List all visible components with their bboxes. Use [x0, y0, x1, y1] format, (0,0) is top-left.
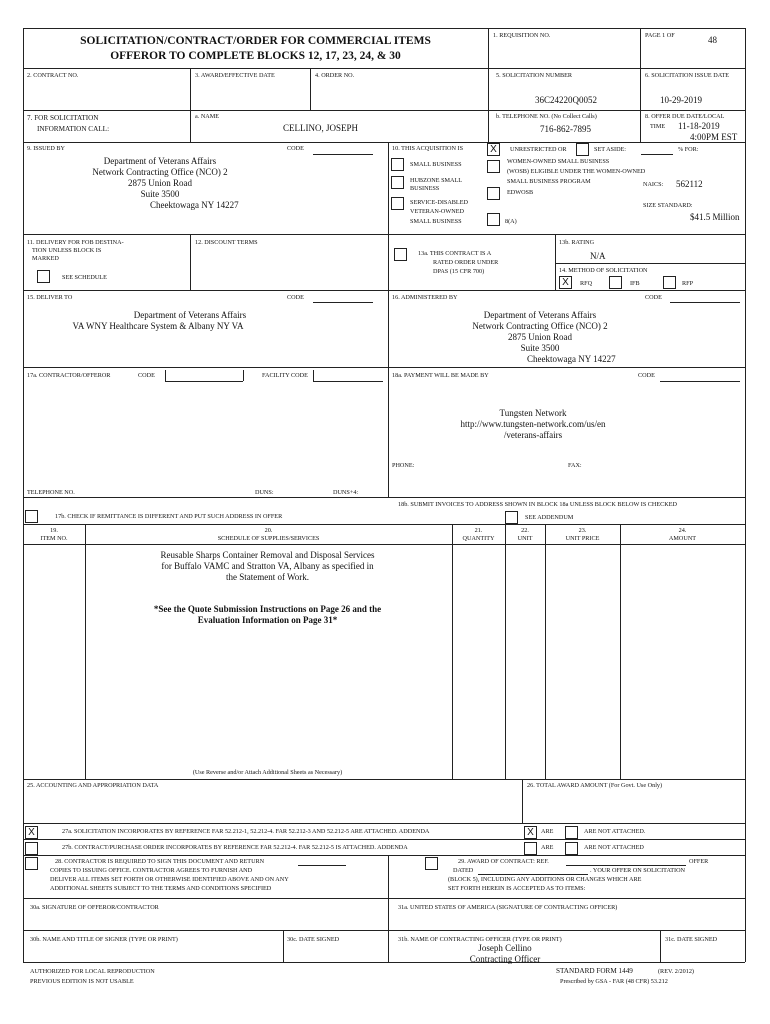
- addenda-are-not-label-a: ARE NOT ATTACHED.: [584, 828, 646, 835]
- pct-for-label: % FOR:: [678, 146, 699, 153]
- rfp-label: RFP: [682, 280, 694, 287]
- award-line2b: . YOUR OFFER ON SOLICITATION: [590, 867, 686, 874]
- schedule-note-line1: *See the Quote Submission Instructions on Page 26 and the: [153, 604, 382, 614]
- acquisition-label: 10. THIS ACQUISITION IS: [392, 145, 464, 152]
- issued-by-label: 9. ISSUED BY: [27, 145, 65, 152]
- offeror-signature-label: 30a. SIGNATURE OF OFFEROR/CONTRACTOR: [30, 904, 159, 911]
- total-award-label: 26. TOTAL AWARD AMOUNT (For Govt. Use Only): [527, 782, 663, 789]
- edwosb-label: EDWOSB: [507, 189, 534, 196]
- name-label: a. NAME: [195, 113, 220, 120]
- rated-order-label-2: RATED ORDER UNDER: [433, 259, 499, 266]
- signer-date-label: 30c. DATE SIGNED: [287, 936, 340, 943]
- remittance-label: 17b. CHECK IF REMITTANCE IS DIFFERENT AND PUT SUCH ADDRESS IN OFFER: [55, 513, 283, 520]
- rfq-checkbox[interactable]: X: [559, 276, 572, 289]
- issued-by-code-label: CODE: [287, 145, 304, 152]
- quantity-header: QUANTITY: [462, 535, 495, 542]
- wosb-checkbox[interactable]: [487, 160, 500, 173]
- item-no-header: ITEM NO.: [40, 535, 68, 542]
- issuer-line2: Network Contracting Office (NCO) 2: [92, 167, 228, 177]
- deliver-to-code-label: CODE: [287, 294, 304, 301]
- wosb-label-1: WOMEN-OWNED SMALL BUSINESS: [507, 158, 610, 165]
- issuer-line4: Suite 3500: [140, 189, 180, 199]
- schedule-note-line2: Evaluation Information on Page 31*: [197, 615, 338, 625]
- hubzone-label-2: BUSINESS: [410, 185, 440, 192]
- administered-by-label: 16. ADMINISTERED BY: [392, 294, 458, 301]
- award-line3: (BLOCK 5), INCLUDING ANY ADDITIONS OR CHANGES WHICH ARE: [448, 876, 642, 883]
- wosb-label-2: (WOSB) ELIGIBLE UNDER THE WOMEN-OWNED: [507, 168, 646, 175]
- contact-name[interactable]: CELLINO, JOSEPH: [283, 123, 359, 133]
- contract-no-label: 2. CONTRACT NO.: [27, 72, 79, 79]
- offer-due-date[interactable]: 11-18-2019: [678, 121, 720, 131]
- offer-due-label: 8. OFFER DUE DATE/LOCAL: [645, 113, 725, 120]
- hubzone-checkbox[interactable]: [391, 176, 404, 189]
- admin-line1: Department of Veterans Affairs: [483, 310, 597, 320]
- issuer-line3: 2875 Union Road: [128, 178, 192, 188]
- previous-edition-note: PREVIOUS EDITION IS NOT USABLE: [30, 978, 134, 985]
- accounting-label: 25. ACCOUNTING AND APPROPRIATION DATA: [27, 782, 159, 789]
- issue-date-label: 6. SOLICITATION ISSUE DATE: [645, 72, 730, 79]
- page-total: 48: [708, 35, 717, 45]
- contract-far-label: 27b. CONTRACT/PURCHASE ORDER INCORPORATES BY REFERENCE FAR 52.212-4. FAR 52.212-5 IS ATTACHED. ADDENDA: [62, 844, 408, 851]
- addenda-are-not-checkbox-b[interactable]: [565, 842, 578, 855]
- schedule-header: SCHEDULE OF SUPPLIES/SERVICES: [217, 535, 320, 542]
- set-aside-label: SET ASIDE:: [594, 146, 627, 153]
- administered-by-code-label: CODE: [645, 294, 662, 301]
- sdvosb-label-3: SMALL BUSINESS: [410, 218, 462, 225]
- award-offer-label: OFFER: [689, 858, 709, 865]
- officer-name-label: 31b. NAME OF CONTRACTING OFFICER (TYPE OR PRINT): [398, 936, 562, 943]
- officer-date-label: 31c. DATE SIGNED: [665, 936, 718, 943]
- eight-a-checkbox[interactable]: [487, 213, 500, 226]
- award-line4: SET FORTH HEREIN IS ACCEPTED AS TO ITEMS:: [448, 885, 586, 892]
- payment-label: 18a. PAYMENT WILL BE MADE BY: [392, 372, 489, 379]
- duns4-label: DUNS+4:: [333, 489, 359, 496]
- size-standard-label: SIZE STANDARD:: [643, 202, 693, 209]
- amount-header: AMOUNT: [668, 535, 697, 542]
- see-addendum-label: SEE ADDENDUM: [525, 514, 574, 521]
- duns-label: DUNS:: [255, 489, 274, 496]
- award-dated-label: DATED: [453, 867, 474, 874]
- fob-label-2: TION UNLESS BLOCK IS: [32, 247, 102, 254]
- see-schedule-label: SEE SCHEDULE: [62, 274, 107, 281]
- reproduction-note: AUTHORIZED FOR LOCAL REPRODUCTION: [30, 968, 155, 975]
- prescribed-by: Prescribed by GSA - FAR (48 CFR) 53.212: [560, 978, 668, 985]
- contractor-label: 17a. CONTRACTOR/OFFEROR: [27, 372, 111, 379]
- time-label: TIME: [650, 123, 666, 130]
- schedule-desc-line3: the Statement of Work.: [225, 572, 310, 582]
- sdvosb-label-2: VETERAN-OWNED: [410, 208, 464, 215]
- admin-line4: Suite 3500: [520, 343, 560, 353]
- unrestricted-label: UNRESTRICTED OR: [510, 146, 567, 153]
- addenda-are-checkbox-b[interactable]: [524, 842, 537, 855]
- small-business-label: SMALL BUSINESS: [410, 161, 462, 168]
- payment-line2[interactable]: http://www.tungsten-network.com/us/en: [460, 419, 606, 429]
- addenda-are-checkbox-a[interactable]: X: [524, 826, 537, 839]
- discount-terms-label: 12. DISCOUNT TERMS: [195, 239, 258, 246]
- hubzone-label-1: HUBZONE SMALL: [410, 177, 463, 184]
- award-line1: 29. AWARD OF CONTRACT: REF.: [458, 858, 549, 865]
- issuer-line5: Cheektowaga NY 14227: [150, 200, 239, 210]
- solicitation-number[interactable]: 36C24220Q0052: [535, 95, 598, 105]
- unit-header-num: 22.: [521, 527, 529, 534]
- facility-code-label: FACILITY CODE: [262, 372, 308, 379]
- requisition-label: 1. REQUISITION NO.: [493, 32, 551, 39]
- contractor-sign-line3: DELIVER ALL ITEMS SET FORTH OR OTHERWISE IDENTIFIED ABOVE AND ON ANY: [50, 876, 289, 883]
- unit-header: UNIT: [517, 535, 533, 542]
- rating-value[interactable]: N/A: [590, 251, 606, 261]
- naics-label: NAICS:: [643, 181, 664, 188]
- telephone-label: b. TELEPHONE NO. (No Collect Calls): [496, 113, 597, 120]
- contractor-sign-checkbox[interactable]: [25, 857, 38, 870]
- naics-code[interactable]: 562112: [676, 179, 703, 189]
- payment-phone-label: PHONE:: [392, 462, 415, 469]
- see-addendum-checkbox[interactable]: [505, 511, 518, 524]
- payment-line1: Tungsten Network: [499, 408, 567, 418]
- form-name: STANDARD FORM 1449: [556, 967, 633, 975]
- admin-line3: 2875 Union Road: [508, 332, 572, 342]
- submit-invoices-label: 18b. SUBMIT INVOICES TO ADDRESS SHOWN IN BLOCK 18a UNLESS BLOCK BELOW IS CHECKED: [398, 501, 678, 508]
- deliver-to-label: 15. DELIVER TO: [27, 294, 73, 301]
- addenda-are-not-checkbox-a[interactable]: [565, 826, 578, 839]
- solicitation-info-label-a: 7. FOR SOLICITATION: [27, 114, 99, 122]
- admin-line2: Network Contracting Office (NCO) 2: [472, 321, 608, 331]
- solicitation-number-label: 5. SOLICITATION NUMBER: [496, 72, 572, 79]
- award-checkbox[interactable]: [425, 857, 438, 870]
- issuer-line1: Department of Veterans Affairs: [103, 156, 217, 166]
- contract-far-checkbox[interactable]: [25, 842, 38, 855]
- addenda-are-not-label-b: ARE NOT ATTACHED: [584, 844, 644, 851]
- order-no-label: 4. ORDER NO.: [315, 72, 355, 79]
- payment-fax-label: FAX:: [568, 462, 582, 469]
- sdvosb-label-1: SERVICE-DISABLED: [410, 199, 468, 206]
- admin-line5: Cheektowaga NY 14227: [527, 354, 616, 364]
- page-label: PAGE 1 OF: [645, 32, 675, 39]
- unrestricted-checkbox[interactable]: X: [487, 143, 500, 156]
- unit-price-header: UNIT PRICE: [565, 535, 600, 542]
- rated-order-label-1: 13a. THIS CONTRACT IS A: [418, 250, 492, 257]
- solicitation-far-checkbox[interactable]: X: [25, 826, 38, 839]
- contractor-sign-line2: COPIES TO ISSUING OFFICE. CONTRACTOR AGREES TO FURNISH AND: [50, 867, 253, 874]
- contractor-code-label: CODE: [138, 372, 155, 379]
- ifb-label: IFB: [630, 280, 640, 287]
- solicitation-info-label-b: INFORMATION CALL:: [37, 125, 110, 133]
- rating-label: 13b. RATING: [559, 239, 595, 246]
- item-no-header-num: 19.: [50, 527, 58, 534]
- see-schedule-checkbox[interactable]: [37, 270, 50, 283]
- quantity-header-num: 21.: [474, 527, 483, 534]
- contractor-sign-line1: 28. CONTRACTOR IS REQUIRED TO SIGN THIS DOCUMENT AND RETURN: [55, 858, 265, 865]
- ifb-checkbox[interactable]: [609, 276, 622, 289]
- solicitation-far-label: 27a. SOLICITATION INCORPORATES BY REFERENCE FAR 52.212-1, 52.212-4. FAR 52.212-3 AND 52.212-5 ARE ATTACHED. ADDENDA: [62, 828, 430, 835]
- small-business-checkbox[interactable]: [391, 158, 404, 171]
- payment-code-label: CODE: [638, 372, 655, 379]
- deliver-to-line1: Department of Veterans Affairs: [133, 310, 247, 320]
- reverse-note: (Use Reverse and/or Attach Additional Sheets as Necessary): [192, 769, 343, 776]
- form-title-line1: SOLICITATION/CONTRACT/ORDER FOR COMMERCIAL ITEMS: [80, 35, 431, 47]
- unit-price-header-num: 23.: [578, 527, 587, 534]
- contact-phone[interactable]: 716-862-7895: [540, 124, 591, 134]
- telephone-no-label: TELEPHONE NO.: [27, 489, 75, 496]
- set-aside-checkbox[interactable]: [576, 143, 589, 156]
- form-title-line2: OFFEROR TO COMPLETE BLOCKS 12, 17, 23, 24, & 30: [110, 50, 401, 62]
- schedule-header-num: 20.: [264, 527, 273, 534]
- eight-a-label: 8(A): [505, 218, 517, 225]
- fob-label-3: MARKED: [32, 255, 59, 262]
- officer-title: Contracting Officer: [469, 954, 541, 964]
- sdvosb-checkbox[interactable]: [391, 197, 404, 210]
- issue-date[interactable]: 10-29-2019: [660, 95, 702, 105]
- fob-label-1: 11. DELIVERY FOR FOB DESTINA-: [27, 239, 124, 246]
- method-label: 14. METHOD OF SOLICITATION: [559, 267, 648, 274]
- award-date-label: 3. AWARD/EFFECTIVE DATE: [195, 72, 275, 79]
- wosb-label-3: SMALL BUSINESS PROGRAM: [507, 178, 591, 185]
- contractor-sign-line4: ADDITIONAL SHEETS SUBJECT TO THE TERMS AND CONDITIONS SPECIFIED: [50, 885, 272, 892]
- signer-name-label: 30b. NAME AND TITLE OF SIGNER (TYPE OR PRINT): [30, 936, 178, 943]
- offer-due-time[interactable]: 4:00PM EST: [690, 132, 738, 142]
- form-revision: (REV. 2/2012): [658, 968, 694, 975]
- rfq-label: RFQ: [580, 280, 593, 287]
- schedule-desc-line2: for Buffalo VAMC and Stratton VA, Albany as specified in: [161, 561, 374, 571]
- addenda-are-label-a: ARE: [541, 828, 554, 835]
- schedule-desc-line1: Reusable Sharps Container Removal and Disposal Services: [160, 550, 375, 560]
- amount-header-num: 24.: [678, 527, 687, 534]
- addenda-are-label-b: ARE: [541, 844, 554, 851]
- payment-line3: /veterans-affairs: [503, 430, 563, 440]
- deliver-to-line2: VA WNY Healthcare System & Albany NY VA: [72, 321, 244, 331]
- size-standard[interactable]: $41.5 Million: [690, 212, 740, 222]
- rated-order-label-3: DPAS (15 CFR 700): [433, 268, 485, 275]
- remittance-checkbox[interactable]: [25, 510, 38, 523]
- officer-signature-label: 31a. UNITED STATES OF AMERICA (SIGNATURE OF CONTRACTING OFFICER): [398, 904, 618, 911]
- rfp-checkbox[interactable]: [663, 276, 676, 289]
- rated-order-checkbox[interactable]: [394, 248, 407, 261]
- officer-name: Joseph Cellino: [478, 943, 532, 953]
- edwosb-checkbox[interactable]: [487, 187, 500, 200]
